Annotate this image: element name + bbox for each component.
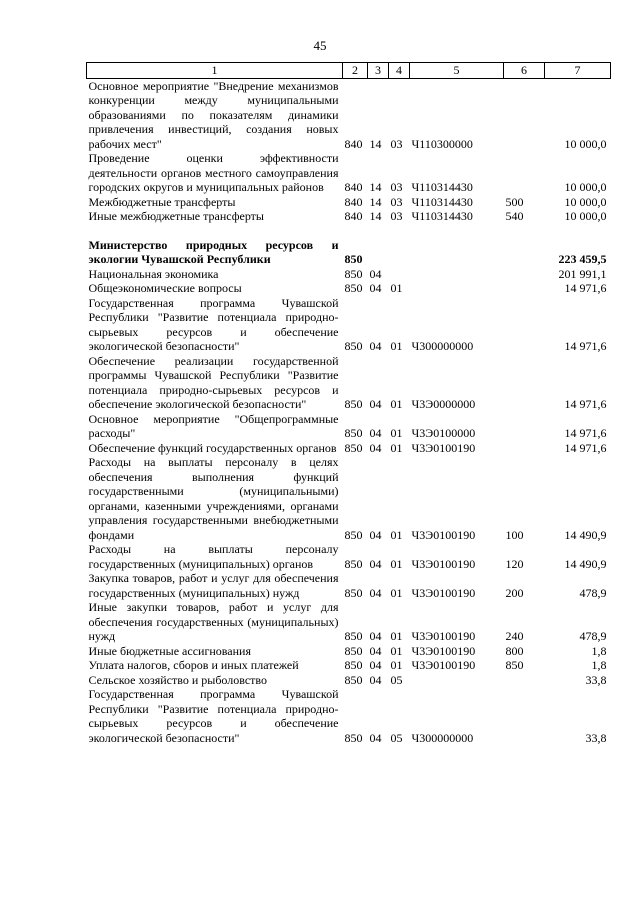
row-code-subsection: 01 (390, 556, 403, 571)
row-code-admin: 850 (344, 629, 363, 643)
row-name: Обеспечение реализации государственной программы Чувашской Республики "Развитие потенциала природно-сырьевых ресурсов и обеспечение экологической безопасности" (88, 353, 339, 411)
row-code-subsection: 01 (390, 339, 403, 353)
row-amount: 10 000,0 (564, 180, 607, 194)
row-code-target: Ч110314430 (411, 194, 473, 209)
row-code-section (368, 238, 389, 267)
row-name: Расходы на выплаты персоналу государственных (муниципальных) органов (88, 542, 339, 571)
row-code-expense (504, 673, 545, 688)
row-name: Расходы на выплаты персоналу в целях обеспечения выполнения функций государственными (муниципальными) органами, казенными учреждениями, органами управления государственными внебюджетными фондами (88, 455, 339, 542)
table-row (87, 151, 611, 195)
table-row (87, 571, 611, 600)
spacer-cell (87, 224, 611, 238)
table-row (87, 267, 611, 282)
row-code-subsection: 01 (390, 440, 403, 455)
row-code-target: Ч300000000 (411, 339, 474, 353)
row-code-admin: 840 (344, 209, 363, 223)
row-amount: 201 991,1 (558, 266, 607, 281)
row-code-expense: 800 (505, 643, 524, 658)
row-code-admin: 850 (344, 397, 363, 411)
row-code-subsection: 03 (390, 136, 403, 151)
column-header: 4 (389, 63, 410, 79)
row-name: Национальная экономика (88, 266, 219, 281)
row-code-expense: 540 (505, 209, 524, 223)
table-row (87, 542, 611, 571)
row-name: Государственная программа Чувашской Республики "Развитие потенциала природно-сырьевых ресурсов и обеспечение экологической безопасности" (88, 295, 339, 353)
row-code-section: 04 (369, 281, 382, 295)
table-row (87, 412, 611, 441)
row-code-section: 14 (369, 180, 382, 194)
row-amount: 14 971,6 (564, 397, 607, 411)
row-name: Закупка товаров, работ и услуг для обеспечения государственных (муниципальных) нужд (88, 571, 339, 600)
row-code-admin: 850 (344, 658, 363, 672)
row-code-subsection: 05 (390, 730, 403, 745)
table-row (87, 78, 611, 151)
table-row (87, 600, 611, 644)
table-row (87, 673, 611, 688)
row-code-admin: 850 (344, 527, 363, 542)
row-code-admin: 840 (344, 136, 363, 151)
row-code-section: 04 (369, 658, 382, 672)
row-amount: 1,8 (591, 643, 607, 658)
row-amount: 14 971,6 (564, 339, 607, 353)
row-name: Министерство природных ресурсов и экологии Чувашской Республики (88, 237, 339, 266)
row-code-target: Ч3Э0100190 (411, 643, 476, 658)
row-code-expense (504, 267, 545, 282)
row-code-subsection: 01 (390, 643, 403, 658)
column-header: 1 (87, 63, 343, 79)
row-code-subsection (389, 238, 410, 267)
row-amount: 10 000,0 (564, 136, 607, 151)
column-header: 7 (545, 63, 611, 79)
row-code-section: 04 (369, 397, 382, 411)
row-code-target: Ч3Э0100190 (411, 440, 476, 455)
row-code-admin: 850 (344, 440, 363, 455)
row-code-section: 14 (369, 209, 382, 223)
row-amount: 33,8 (585, 730, 607, 745)
table-row (87, 441, 611, 456)
table-row (87, 238, 611, 267)
row-code-expense (504, 354, 545, 412)
row-amount: 478,9 (579, 629, 607, 643)
column-header: 6 (504, 63, 545, 79)
row-code-admin: 850 (344, 266, 363, 281)
table-row (87, 644, 611, 659)
row-amount: 14 490,9 (564, 527, 607, 542)
table-body (87, 78, 611, 745)
row-code-section: 04 (369, 339, 382, 353)
row-amount: 14 971,6 (564, 440, 607, 455)
row-name: Государственная программа Чувашской Республики "Развитие потенциала природно-сырьевых ресурсов и обеспечение экологической безопасности" (88, 687, 339, 745)
row-name: Основное мероприятие "Внедрение механизмов конкуренции между муниципальными образованиями по показателям динамики привлечения инвестиций, создания новых рабочих мест" (88, 78, 339, 151)
row-code-admin: 840 (344, 194, 363, 209)
row-code-admin: 850 (344, 252, 363, 266)
row-code-target: Ч110300000 (411, 136, 473, 151)
table-row (87, 281, 611, 296)
row-code-expense (504, 151, 545, 195)
table-row (87, 687, 611, 745)
row-code-section: 04 (369, 527, 382, 542)
row-amount: 10 000,0 (564, 209, 607, 223)
row-name: Уплата налогов, сборов и иных платежей (88, 658, 299, 672)
row-code-expense (504, 296, 545, 354)
row-code-expense (504, 687, 545, 745)
row-code-expense: 120 (505, 556, 524, 571)
row-code-target: Ч3Э0000000 (411, 397, 476, 411)
row-name: Сельское хозяйство и рыболовство (88, 672, 268, 687)
row-name: Иные межбюджетные трансферты (88, 209, 264, 223)
row-code-subsection: 05 (390, 672, 403, 687)
column-header: 5 (410, 63, 504, 79)
row-code-target: Ч3Э0100190 (411, 556, 476, 571)
table-row (87, 658, 611, 673)
row-code-expense (504, 238, 545, 267)
column-header: 2 (343, 63, 368, 79)
row-amount: 223 459,5 (558, 252, 607, 266)
row-code-subsection: 03 (390, 209, 403, 223)
row-code-section: 04 (369, 672, 382, 687)
table-row (87, 354, 611, 412)
budget-table (86, 62, 611, 745)
row-code-target: Ч3Э0100190 (411, 629, 476, 643)
row-code-section: 04 (369, 730, 382, 745)
row-name: Иные бюджетные ассигнования (88, 643, 251, 658)
row-code-section: 14 (369, 194, 382, 209)
table-row (87, 209, 611, 224)
row-code-target: Ч110314430 (411, 180, 473, 194)
row-code-expense (504, 412, 545, 441)
row-code-target: Ч110314430 (411, 209, 473, 223)
row-name: Основное мероприятие "Общепрограммные расходы" (88, 411, 339, 440)
row-amount: 14 971,6 (564, 281, 607, 295)
row-code-expense: 500 (505, 194, 524, 209)
row-code-subsection (389, 267, 410, 282)
row-code-expense (504, 441, 545, 456)
row-amount: 10 000,0 (564, 194, 607, 209)
row-code-section: 04 (369, 585, 382, 600)
row-code-expense: 240 (505, 629, 524, 643)
row-code-expense (504, 78, 545, 151)
row-code-section: 04 (369, 556, 382, 571)
row-code-target (410, 281, 504, 296)
row-code-subsection: 01 (390, 397, 403, 411)
row-code-subsection: 01 (390, 585, 403, 600)
row-code-expense: 200 (505, 585, 524, 600)
row-code-section: 04 (369, 643, 382, 658)
row-code-target (410, 267, 504, 282)
row-code-section: 04 (369, 629, 382, 643)
row-code-subsection: 03 (390, 194, 403, 209)
row-code-section: 04 (369, 426, 382, 440)
row-code-subsection: 01 (390, 527, 403, 542)
row-amount: 33,8 (585, 672, 607, 687)
spacer-row (87, 224, 611, 238)
row-code-admin: 850 (344, 426, 363, 440)
column-header: 3 (368, 63, 389, 79)
table-row (87, 195, 611, 210)
row-code-admin: 850 (344, 556, 363, 571)
row-code-expense: 100 (505, 527, 524, 542)
table-row (87, 455, 611, 542)
row-code-expense (504, 281, 545, 296)
row-code-section: 14 (369, 136, 382, 151)
row-code-admin: 850 (344, 339, 363, 353)
row-code-admin: 840 (344, 180, 363, 194)
row-amount: 478,9 (579, 585, 607, 600)
row-code-target (410, 673, 504, 688)
row-code-subsection: 01 (390, 426, 403, 440)
row-code-subsection: 01 (390, 658, 403, 672)
row-name: Иные закупки товаров, работ и услуг для обеспечения государственных (муниципальных) нужд (88, 600, 339, 643)
row-code-target: Ч3Э0100000 (411, 426, 476, 440)
page-number: 45 (313, 38, 327, 53)
row-amount: 1,8 (591, 658, 607, 672)
row-name: Проведение оценки эффективности деятельности органов местного самоуправления городских округов и муниципальных районов (88, 151, 339, 194)
row-code-subsection: 01 (390, 629, 403, 643)
row-name: Обеспечение функций государственных органов (88, 440, 337, 455)
row-code-admin: 850 (344, 643, 363, 658)
row-name: Общеэкономические вопросы (88, 281, 242, 295)
row-amount: 14 490,9 (564, 556, 607, 571)
row-code-subsection: 03 (390, 180, 403, 194)
table-row (87, 296, 611, 354)
row-code-expense: 850 (505, 658, 524, 672)
row-code-admin: 850 (344, 730, 363, 745)
row-code-section: 04 (369, 266, 382, 281)
row-code-target: Ч3Э0100190 (411, 658, 476, 672)
row-name: Межбюджетные трансферты (88, 194, 236, 209)
row-code-subsection: 01 (390, 281, 403, 295)
row-code-admin: 850 (344, 281, 363, 295)
row-code-section: 04 (369, 440, 382, 455)
row-amount: 14 971,6 (564, 426, 607, 440)
row-code-target: Ч3Э0100190 (411, 585, 476, 600)
row-code-target: Ч300000000 (411, 730, 474, 745)
row-code-target (410, 238, 504, 267)
row-code-admin: 850 (344, 672, 363, 687)
row-code-target: Ч3Э0100190 (411, 527, 476, 542)
row-code-admin: 850 (344, 585, 363, 600)
table-header-row (87, 63, 611, 79)
